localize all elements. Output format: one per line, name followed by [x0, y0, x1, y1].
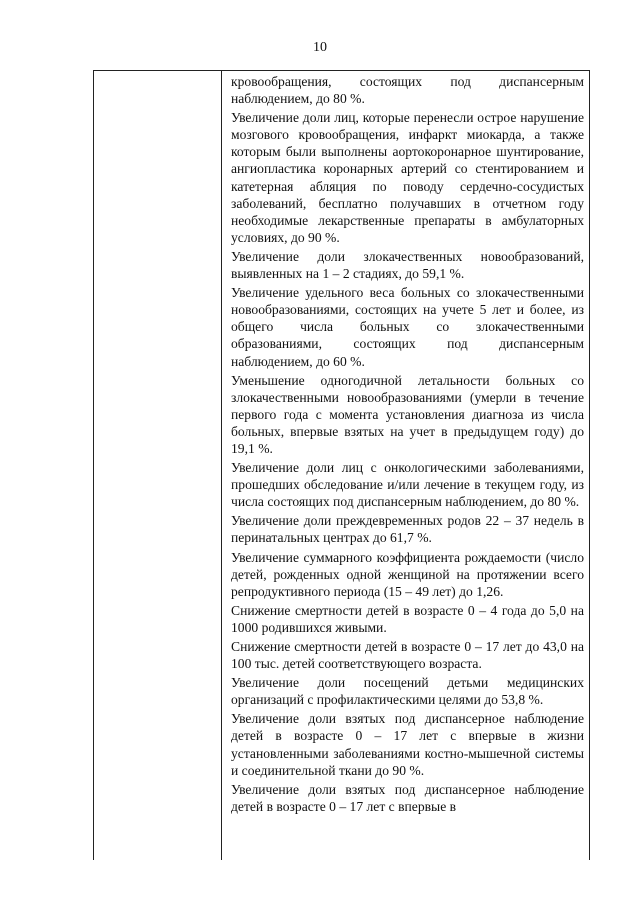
paragraph: Уменьшение одногодичной летальности больных со злокачественными новообразованиями (умерли в течение первого года с момента установления диагноза из числа больных, впервые взятых на учет в предыдущем году) до 19,1 %.	[231, 372, 584, 456]
paragraph: Увеличение доли взятых под диспансерное наблюдение детей в возрасте 0 – 17 лет с впервые в жизни установленными заболеваниями костно-мышечной системы и соединительной ткани до 90 %.	[231, 711, 584, 778]
paragraph: Увеличение доли злокачественных новообразований, выявленных на 1 – 2 стадиях, до 59,1 %.	[231, 248, 584, 282]
paragraph: Увеличение доли посещений детьми медицинских организаций с профилактическими целями до 53,8 %.	[231, 675, 584, 708]
paragraph: Увеличение доли лиц с онкологическими заболеваниями, прошедших обследование и/или лечение в текущем году, из числа состоящих под диспансерным наблюдением, до 80 %.	[231, 460, 584, 510]
document-table	[93, 70, 590, 860]
page-number: 10	[313, 40, 327, 55]
paragraph: Увеличение доли преждевременных родов 22 – 37 недель в перинатальных центрах до 61,7 %.	[231, 513, 584, 546]
table-right-column	[222, 71, 589, 860]
paragraph: Увеличение доли лиц, которые перенесли острое нарушение мозгового кровообращения, инфаркт миокарда, а также которым были выполнены аортокоронарное шунтирование, ангиопластика коронарных артерий со стентированием и катетерная абляция по поводу сердечно-сосудистых заболеваний, бесплатно получавших в отчетном году необходимые лекарственные препараты в амбулаторных условиях, до 90 %.	[231, 110, 584, 245]
paragraph: Увеличение суммарного коэффициента рождаемости (число детей, рожденных одной женщиной на протяжении всего репродуктивного периода (15 – 49 лет) до 1,26.	[231, 549, 584, 599]
paragraph: Увеличение удельного веса больных со злокачественными новообразованиями, состоящих на учете 5 лет и более, из общего числа больных со злокачественными образованиями, состоящих под диспансерным наблюдением, до 60 %.	[231, 285, 584, 369]
paragraph: Снижение смертности детей в возрасте 0 – 4 года до 5,0 на 1000 родившихся живыми.	[231, 602, 584, 635]
table-left-column	[94, 71, 222, 860]
paragraph: Увеличение доли взятых под диспансерное наблюдение детей в возрасте 0 – 17 лет с впервые в	[231, 781, 584, 814]
paragraph: Снижение смертности детей в возрасте 0 – 17 лет до 43,0 на 100 тыс. детей соответствующего возраста.	[231, 639, 584, 672]
paragraph: кровообращения, состоящих под диспансерным наблюдением, до 80 %.	[231, 74, 584, 107]
